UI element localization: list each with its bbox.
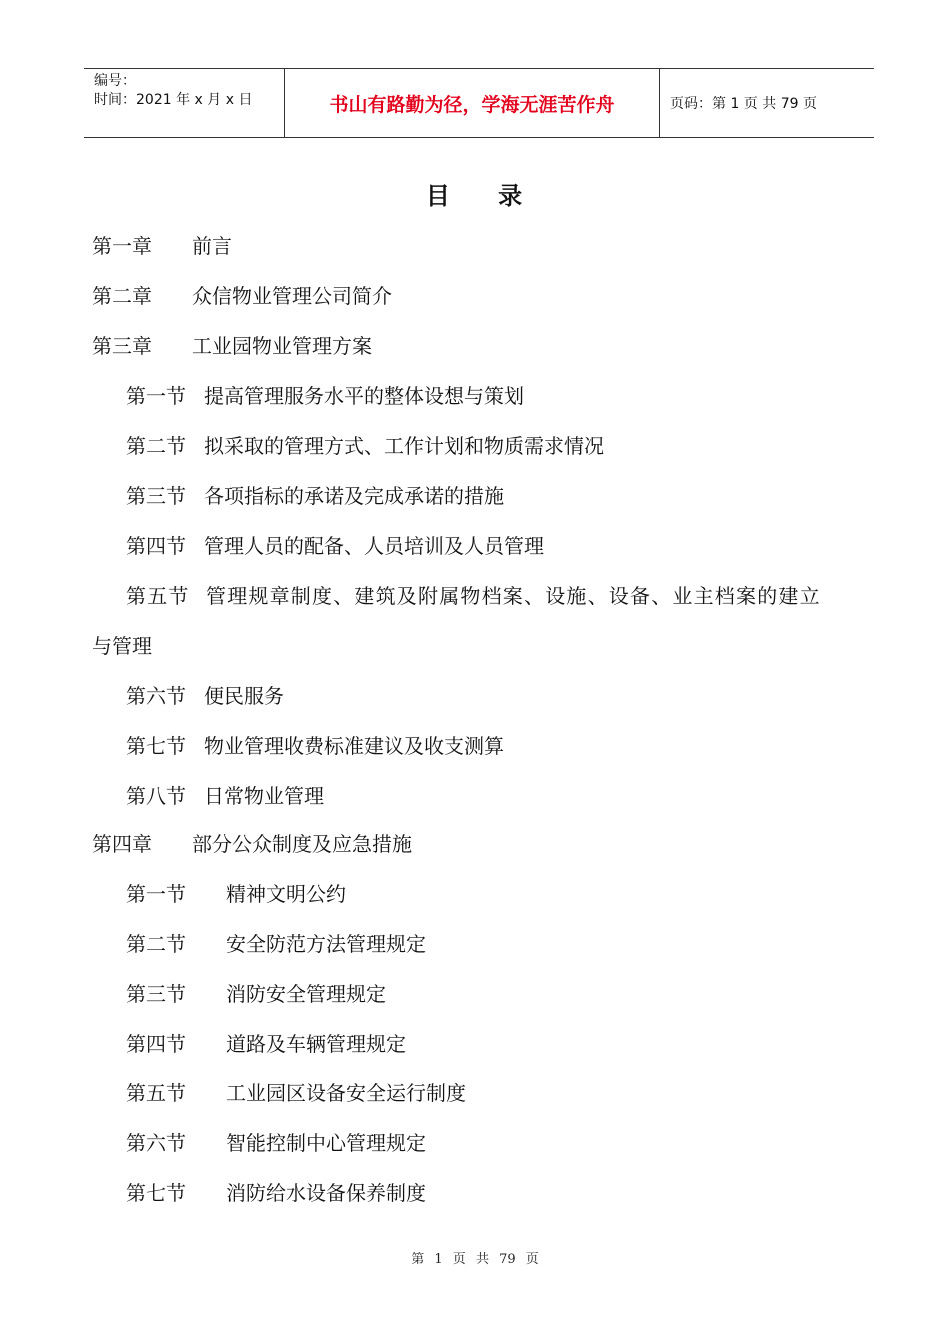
header-meta: [84, 69, 285, 137]
toc-entry-number: 第四章: [92, 832, 152, 856]
toc-title: [0, 176, 950, 211]
toc-entry-title: 便民服务: [204, 684, 284, 708]
toc-entry-title: 安全防范方法管理规定: [226, 932, 426, 956]
toc-entry-title: 智能控制中心管理规定: [226, 1131, 426, 1155]
toc-entry-number: 第二节: [126, 434, 186, 458]
toc-entry-title: 物业管理收费标准建议及收支测算: [204, 734, 504, 758]
toc-entry-number: 第三章: [92, 334, 152, 358]
toc-entry[interactable]: [126, 928, 426, 957]
toc-entry-title: 与管理: [92, 634, 152, 658]
footer-text: 第: [411, 1252, 425, 1267]
toc-entry-number: 第八节: [126, 784, 186, 808]
toc-title-char: 目: [425, 181, 452, 210]
toc-entry-title: 管理人员的配备、人员培训及人员管理: [204, 534, 544, 558]
toc-entry-title: 部分公众制度及应急措施: [192, 832, 412, 856]
toc-entry[interactable]: [92, 230, 232, 259]
toc-entry-title: 拟采取的管理方式、工作计划和物质需求情况: [204, 434, 604, 458]
toc-entry-title: 道路及车辆管理规定: [226, 1032, 406, 1056]
toc-entry[interactable]: [92, 280, 392, 309]
toc-entry[interactable]: [126, 978, 386, 1007]
toc-entry[interactable]: [126, 530, 544, 559]
footer-total-pages: 79: [499, 1252, 516, 1267]
toc-entry-number: 第四节: [126, 534, 186, 558]
toc-entry[interactable]: [126, 1177, 426, 1206]
toc-entry-number: 第三节: [126, 982, 186, 1006]
doc-number-label: 编号：: [94, 73, 136, 89]
toc-entry[interactable]: [126, 1028, 406, 1057]
footer-text: 页: [525, 1252, 539, 1267]
header-page-number: 页码：第 1 页 共 79 页: [670, 96, 817, 112]
toc-entry-number: 第六节: [126, 684, 186, 708]
page-header: [84, 68, 874, 138]
page-footer: [0, 1248, 950, 1267]
toc-entry-title: 各项指标的承诺及完成承诺的措施: [204, 484, 504, 508]
toc-entry-number: 第二章: [92, 284, 152, 308]
toc-entry[interactable]: [126, 680, 284, 709]
toc-entry-number: 第一节: [126, 882, 186, 906]
footer-current-page: 1: [434, 1252, 443, 1267]
toc-entry[interactable]: [126, 430, 604, 459]
toc-entry-number: 第四节: [126, 1032, 186, 1056]
toc-entry-number: 第六节: [126, 1131, 186, 1155]
date-label: 时间：2021 年 x 月 x 日: [94, 92, 253, 108]
toc-title-char: 录: [498, 181, 525, 210]
toc-entry[interactable]: [126, 480, 504, 509]
header-motto: 书山有路勤为径，学海无涯苦作舟: [285, 69, 660, 137]
toc-entry-number: 第三节: [126, 484, 186, 508]
toc-entry[interactable]: [126, 580, 821, 609]
toc-entry-title: 精神文明公约: [226, 882, 346, 906]
footer-text: 共: [475, 1252, 489, 1267]
toc-entry-title: 工业园物业管理方案: [192, 334, 372, 358]
toc-entry[interactable]: [126, 878, 346, 907]
toc-entry[interactable]: [126, 780, 324, 809]
toc-entry-number: 第二节: [126, 932, 186, 956]
toc-entry[interactable]: [126, 380, 524, 409]
toc-entry-title: 消防给水设备保养制度: [226, 1181, 426, 1205]
toc-entry[interactable]: [92, 828, 412, 857]
toc-entry-title: 日常物业管理: [204, 784, 324, 808]
toc-entry[interactable]: [92, 330, 372, 359]
toc-entry-title: 众信物业管理公司简介: [192, 284, 392, 308]
toc-entry-title: 工业园区设备安全运行制度: [226, 1081, 466, 1105]
toc-entry-title: 前言: [192, 234, 232, 258]
toc-entry-number: 第一章: [92, 234, 152, 258]
toc-entry-title: 管理规章制度、建筑及附属物档案、设施、设备、业主档案的建立: [206, 584, 821, 608]
toc-entry[interactable]: [126, 730, 504, 759]
toc-entry-number: 第七节: [126, 734, 186, 758]
toc-entry[interactable]: [126, 1077, 466, 1106]
toc-entry-number: 第一节: [126, 384, 186, 408]
toc-entry-title: 提高管理服务水平的整体设想与策划: [204, 384, 524, 408]
toc-entry-number: 第五节: [126, 584, 190, 608]
toc-entry-number: 第五节: [126, 1081, 186, 1105]
toc-entry-continuation[interactable]: [92, 630, 152, 659]
toc-entry[interactable]: [126, 1127, 426, 1156]
footer-text: 页: [452, 1252, 466, 1267]
toc-entry-number: 第七节: [126, 1181, 186, 1205]
toc-entry-title: 消防安全管理规定: [226, 982, 386, 1006]
